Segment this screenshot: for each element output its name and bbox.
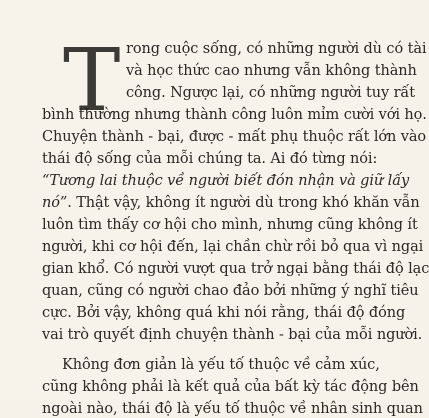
paragraph-1-line-5: Chuyện thành - bại, được - mất phụ thuộc rất lớn vào <box>42 129 427 145</box>
paragraph-2-line-2: cũng không phải là kết quả của bất kỳ tác động bên <box>42 379 419 395</box>
paragraph-1-line-12: quan, cũng có người chao đảo bởi những ý nghĩ tiêu <box>42 283 419 299</box>
quote-line: “Tương lai thuộc về người biết đón nhận và giữ lấy <box>42 173 410 189</box>
paragraph-2-line-1: Không đơn giản là yếu tố thuộc về cảm xúc, <box>62 357 380 373</box>
paragraph-1-line-8 <box>42 194 420 212</box>
paragraph-1-line-3: công. Ngược lại, có những người tuy rất <box>126 85 415 101</box>
paragraph-1-line-10: người, khi cơ hội đến, lại chần chừ rồi bỏ qua vì ngại <box>42 239 424 255</box>
paragraph-2-line-3: ngoài nào, thái độ là yếu tố thuộc về nhân sinh quan <box>42 401 423 417</box>
paragraph-1-line-2: và học thức cao nhưng vẫn không thành <box>126 63 417 79</box>
paragraph-1-line-9: luôn tìm thấy cơ hội cho mình, nhưng cũng không ít <box>42 217 418 233</box>
paragraph-1-line-11: gian khổ. Có người vượt qua trở ngại bằng thái độ lạc <box>42 261 429 277</box>
paragraph-1-line-1: rong cuộc sống, có những người dù có tài <box>126 41 427 57</box>
paragraph-1-line-8-rest: . Thật vậy, không ít người dù trong khó khăn vẫn <box>67 195 420 211</box>
paragraph-1-line-13: cực. Bởi vậy, không quá khi nói rằng, thái độ đóng <box>42 305 406 321</box>
drop-cap: T <box>63 31 121 131</box>
paragraph-1-line-14: vai trò quyết định chuyện thành - bại của mỗi người. <box>42 327 423 343</box>
paragraph-1-line-4: bình thường nhưng thành công luôn mỉm cười với họ. <box>42 107 427 123</box>
quote-ending: nó” <box>42 195 68 211</box>
paragraph-1-line-6: thái độ sống của mỗi chúng ta. Ai đó từng nói: <box>42 151 378 167</box>
